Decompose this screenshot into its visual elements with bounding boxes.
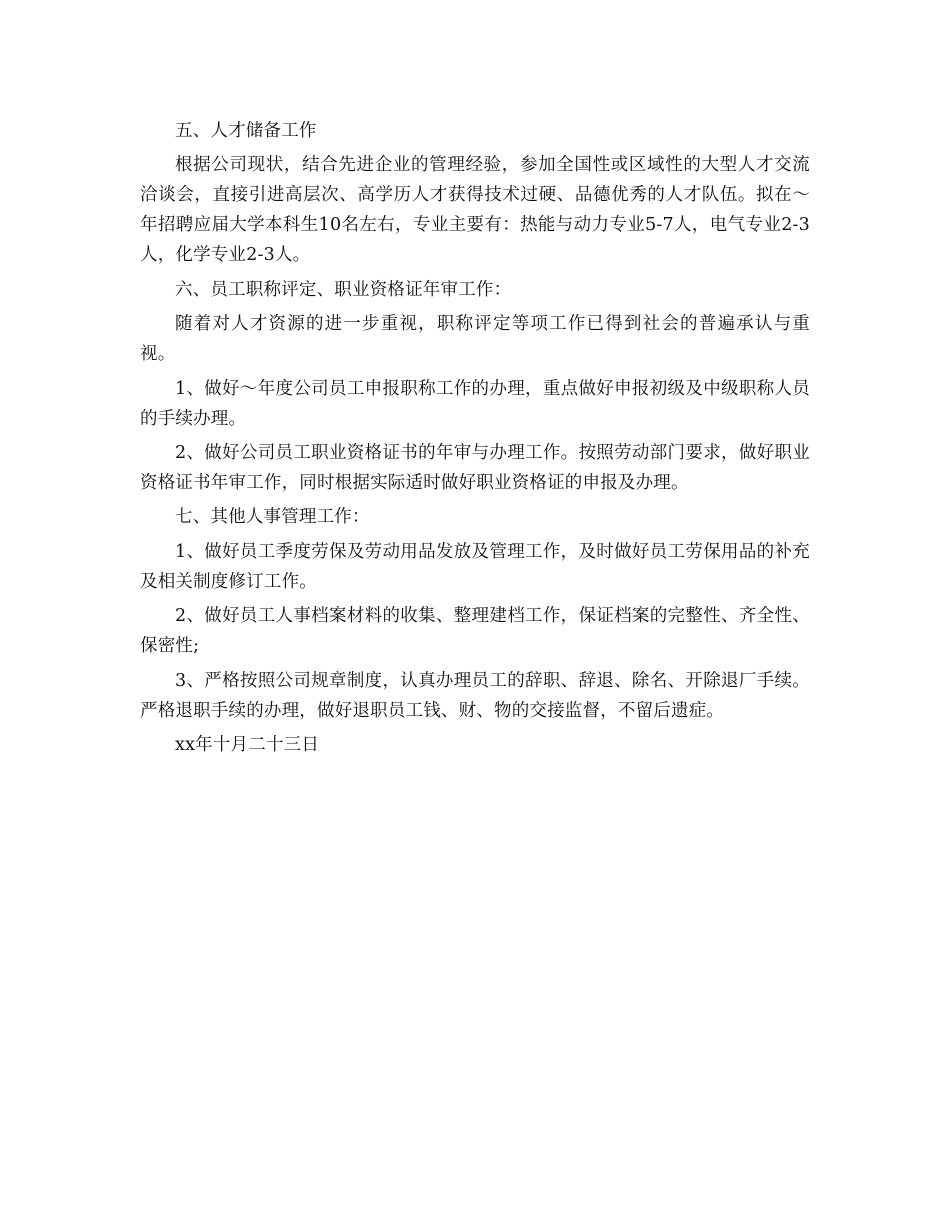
paragraph-other-hr-item-1: 1、做好员工季度劳保及劳动用品发放及管理工作，及时做好员工劳保用品的补充及相关制度修订工作。 <box>140 541 810 592</box>
section-heading-talent-reserve: 五、人才储备工作 <box>175 121 317 141</box>
paragraph-title-evaluation-item-1: 1、做好～年度公司员工申报职称工作的办理，重点做好申报初级及中级职称人员的手续办理。 <box>140 378 810 429</box>
paragraph-talent-reserve-plan: 根据公司现状，结合先进企业的管理经验，参加全国性或区域性的大型人才交流洽谈会，直接引进高层次、高学历人才获得技术过硬、品德优秀的人才队伍。拟在～年招聘应届大学本科生10名左右，专业主要有：热能与动力专业5-7人，电气专业2-3人，化学专业2-3人。 <box>140 155 810 266</box>
paragraph-title-evaluation-item-2: 2、做好公司员工职业资格证书的年审与办理工作。按照劳动部门要求，做好职业资格证书年审工作，同时根据实际适时做好职业资格证的申报及办理。 <box>140 442 810 493</box>
section-heading-other-hr-work: 七、其他人事管理工作： <box>175 507 370 528</box>
document-date: xx年十月二十三日 <box>175 734 320 755</box>
section-heading-title-evaluation: 六、员工职称评定、职业资格证年审工作： <box>175 279 512 300</box>
document-body <box>140 116 810 764</box>
paragraph-other-hr-item-3: 3、严格按照公司规章制度，认真办理员工的辞职、辞退、除名、开除退厂手续。严格退职手续的办理，做好退职员工钱、财、物的交接监督，不留后遗症。 <box>140 670 810 721</box>
paragraph-other-hr-item-2: 2、做好员工人事档案材料的收集、整理建档工作，保证档案的完整性、齐全性、保密性; <box>140 606 810 657</box>
paragraph-title-evaluation-intro: 随着对人才资源的进一步重视，职称评定等项工作已得到社会的普遍承认与重视。 <box>140 314 810 365</box>
